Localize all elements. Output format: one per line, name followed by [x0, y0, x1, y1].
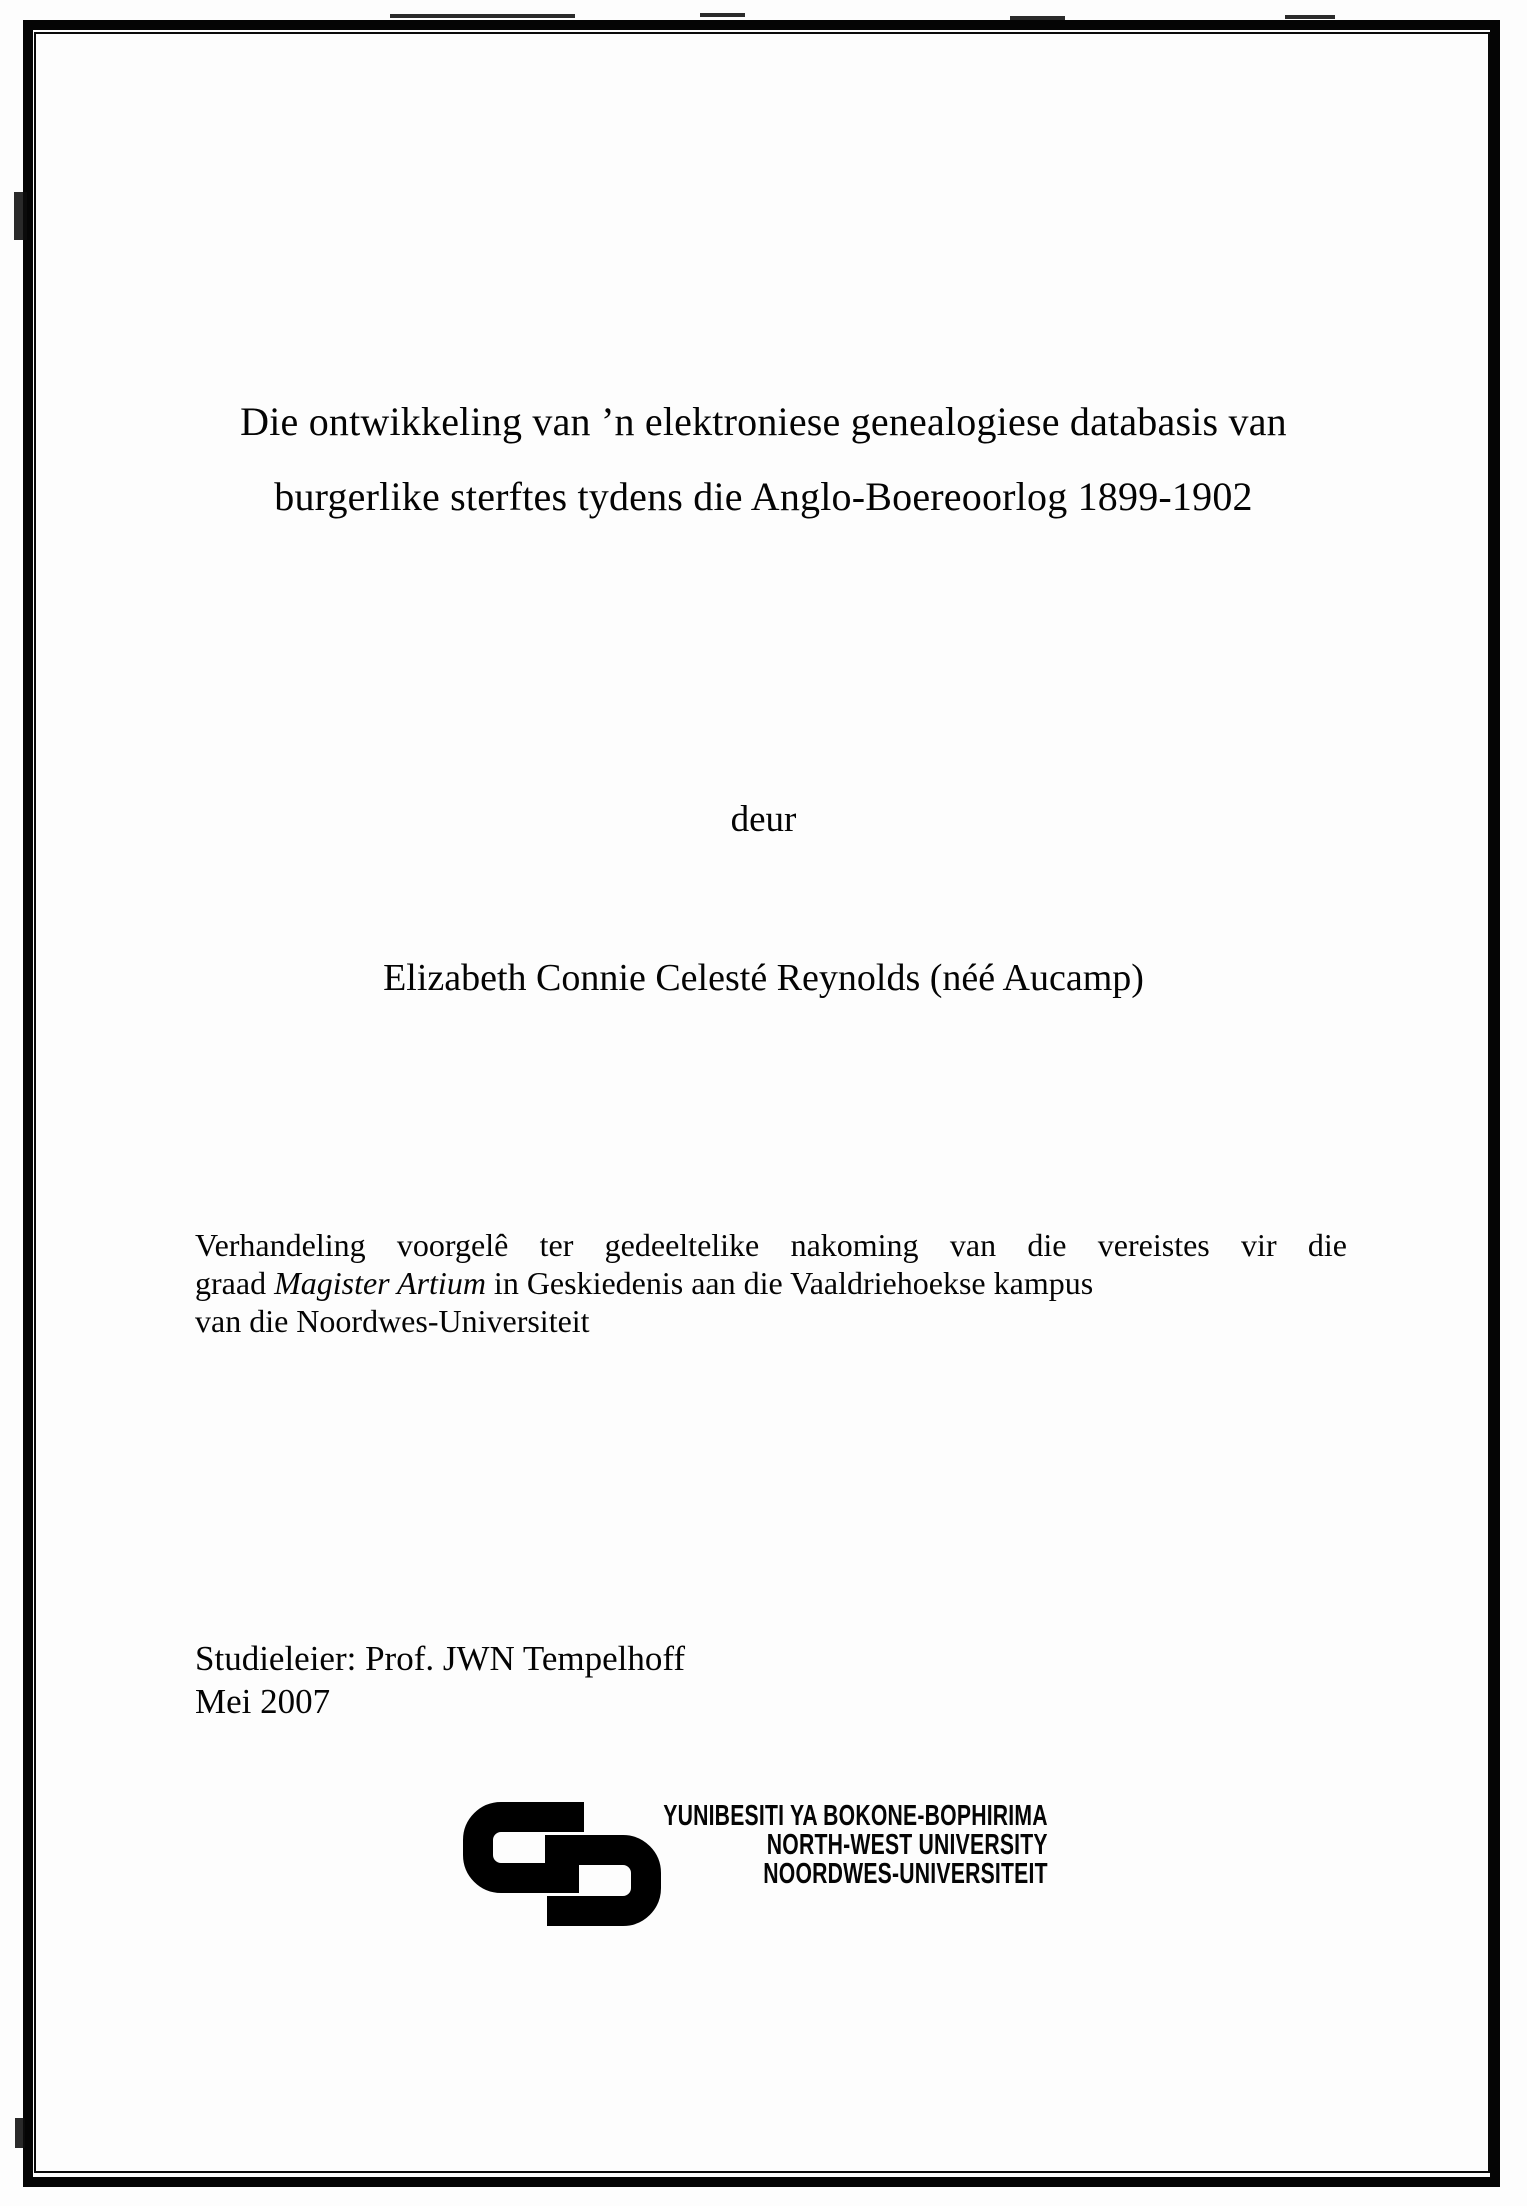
- logo-line-english: NORTH-WEST UNIVERSITY: [767, 1829, 1048, 1861]
- scan-artifact: [700, 13, 745, 17]
- date-line: Mei 2007: [195, 1682, 331, 1721]
- logo-line-afrikaans: NOORDWES-UNIVERSITEIT: [763, 1858, 1048, 1890]
- nwu-logo-icon: [463, 1802, 663, 1927]
- statement-degree-name: Magister Artium: [274, 1265, 486, 1301]
- thesis-statement: [195, 1226, 1347, 1340]
- scan-artifact: [1010, 16, 1065, 20]
- logo-line-setswana: YUNIBESITI YA BOKONE-BOPHIRIMA: [663, 1800, 1048, 1832]
- scan-artifact: [390, 14, 575, 18]
- statement-line1: Verhandeling voorgelê ter gedeeltelike nakoming van die vereistes vir die: [195, 1227, 1347, 1263]
- statement-line2: [195, 1264, 1347, 1302]
- thesis-title-line2: burgerlike sterftes tydens die Anglo-Boereoorlog 1899-1902: [274, 474, 1253, 519]
- scan-artifact: [15, 2118, 25, 2148]
- supervisor-line: Studieleier: Prof. JWN Tempelhoff: [195, 1639, 686, 1678]
- thesis-title: [150, 384, 1377, 534]
- supervisor-block: [195, 1637, 685, 1723]
- statement-line3: van die Noordwes-Universiteit: [195, 1303, 590, 1339]
- author-name: Elizabeth Connie Celesté Reynolds (néé Aucamp): [383, 957, 1144, 999]
- scan-artifact: [1285, 15, 1335, 19]
- byline-deur: deur: [730, 799, 797, 840]
- statement-line2-suffix: in Geskiedenis aan die Vaaldriehoekse kampus: [485, 1265, 1094, 1301]
- statement-line2-prefix: graad: [195, 1265, 275, 1301]
- thesis-title-line1: Die ontwikkeling van ’n elektroniese genealogiese databasis van: [240, 399, 1287, 444]
- nwu-logo-text: [663, 1802, 1048, 1889]
- scan-artifact: [14, 192, 27, 240]
